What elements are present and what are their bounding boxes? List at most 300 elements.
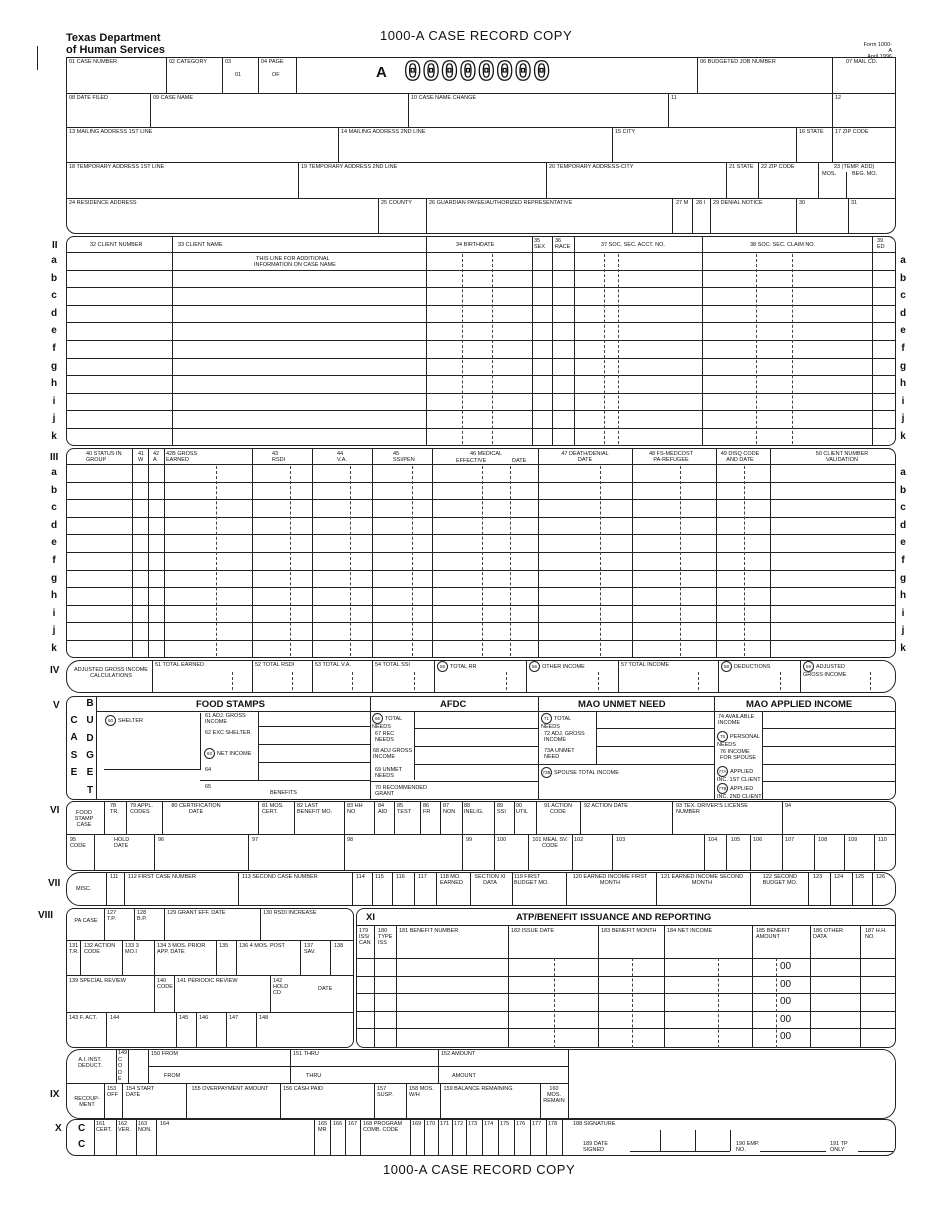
field-number-169: 169	[412, 1121, 422, 1127]
row-rule	[66, 305, 896, 306]
f121-label: 121 EARNED INCOME SECOND MONTH	[660, 874, 744, 886]
row-rule	[356, 976, 896, 977]
f183-label: 183 BENEFIT MONTH	[601, 928, 657, 934]
row-letter-left-k: k	[51, 431, 57, 442]
f102-label: 102	[574, 837, 584, 843]
f75-circle: 75	[717, 731, 728, 742]
rule	[80, 940, 81, 975]
f166-label: 166	[333, 1121, 343, 1127]
f02-label: 02 CATEGORY	[169, 59, 208, 65]
f96-label: 96	[158, 837, 165, 843]
col-rule	[470, 872, 471, 906]
col-rule	[750, 834, 751, 871]
rule	[408, 93, 409, 127]
row-letter-right-j: j	[901, 413, 905, 425]
f111-label: 111	[110, 874, 119, 880]
row-letter-left-b: b	[50, 272, 58, 284]
field-number-178: 178	[548, 1121, 558, 1127]
col-rule	[808, 872, 809, 906]
f12-label: 12	[835, 95, 842, 101]
col-dash	[744, 466, 745, 656]
row-letter-left-d: d	[50, 519, 58, 531]
f134-label: 134 3 MOS. PRIOR APP. DATE	[157, 943, 206, 955]
f110-label: 110	[878, 837, 887, 843]
col-rule	[314, 1119, 315, 1156]
field-number-173: 173	[468, 1121, 478, 1127]
col-rule	[672, 801, 673, 834]
col-rule	[330, 1119, 331, 1156]
rule	[104, 908, 105, 940]
rule	[406, 1083, 407, 1119]
f65-benefits: BENEFITS	[270, 790, 297, 796]
rule	[612, 127, 613, 162]
f103-label: 103	[616, 837, 626, 843]
rule	[762, 764, 896, 765]
col-rule	[872, 236, 873, 446]
col-rule	[536, 801, 537, 834]
f63-text: NET INCOME	[217, 750, 252, 757]
f81-label: 81 MOS. CERT.	[262, 803, 284, 815]
f187-label: 187 H.H. NO.	[865, 928, 887, 940]
f30-label: 30	[799, 200, 806, 206]
f53-label: 53 TOTAL V.A.	[315, 662, 351, 668]
row-letter-right-j: j	[901, 625, 905, 637]
field-number-177: 177	[532, 1121, 542, 1127]
col-rule	[532, 236, 533, 446]
rule	[260, 908, 261, 940]
row-letter-right-a: a	[900, 255, 906, 266]
income-block	[66, 448, 896, 658]
f181-label: 181 BENEFIT NUMBER	[399, 928, 459, 934]
row-rule	[66, 322, 896, 323]
f04-of: OF	[272, 72, 280, 78]
rule	[796, 127, 797, 162]
row-rule	[66, 375, 896, 376]
rule	[122, 1083, 123, 1119]
rule	[618, 660, 619, 693]
rule	[116, 1049, 117, 1083]
rule	[128, 1049, 129, 1083]
rule	[66, 834, 896, 835]
col-rule	[466, 1119, 467, 1156]
col-rule	[156, 1119, 157, 1156]
row-letter-right-i: i	[901, 395, 905, 407]
cents-value: 00	[780, 1013, 792, 1025]
col-dash	[482, 466, 483, 656]
rule	[164, 908, 165, 940]
col-rule	[750, 872, 751, 906]
col-rule	[312, 448, 313, 658]
row-rule	[66, 552, 896, 553]
f117-label: 117	[418, 874, 427, 880]
col-rule	[420, 801, 421, 834]
f74-label: 74 AVAILABLE INCOME	[718, 714, 755, 726]
field-number-176: 176	[516, 1121, 526, 1127]
f10-label: 10 CASE NAME CHANGE	[411, 95, 477, 101]
f95-label: 95 CODE	[70, 837, 86, 849]
f20-label: 20 TEMPORARY ADDRESS-CITY	[549, 164, 634, 170]
row-rule	[66, 428, 896, 429]
col-rule	[432, 448, 433, 658]
row-letter-right-b: b	[899, 484, 907, 496]
f189-label: 189 DATE SIGNED	[583, 1141, 608, 1153]
f145-label: 145	[179, 1015, 189, 1021]
col-rule	[462, 834, 463, 871]
row-rule	[66, 605, 896, 606]
f168-label: 168 PROGRAM COMB. CODE	[363, 1121, 403, 1133]
row-letter-right-e: e	[900, 325, 906, 337]
f18-label: 18 TEMPORARY ADDRESS 1ST LINE	[69, 164, 165, 170]
col-rule	[512, 872, 513, 906]
f93-label: 93 TEX. DRIVER'S LICENSE NUMBER	[676, 803, 748, 815]
col-rule	[810, 925, 811, 1048]
f119-label: 119 FIRST BUDGET MO.	[514, 874, 549, 886]
row-letter-right-k: k	[900, 431, 906, 442]
cents-value: 00	[780, 978, 792, 990]
f184-label: 184 NET INCOME	[667, 928, 713, 934]
field-number-172: 172	[454, 1121, 464, 1127]
rule	[762, 781, 896, 782]
row-rule	[356, 993, 896, 994]
col-rule	[612, 834, 613, 871]
f15-label: 15 CITY	[615, 129, 636, 135]
row-letter-left-b: b	[50, 484, 58, 496]
row-letter-right-h: h	[899, 378, 907, 390]
case-letter-3: E	[70, 766, 78, 778]
section-4-numeral: IV	[50, 665, 60, 676]
rule	[356, 925, 896, 926]
rule	[372, 660, 373, 693]
col-rule	[238, 872, 239, 906]
client-block	[66, 236, 896, 446]
col-rule	[498, 1119, 499, 1156]
col-rule	[172, 236, 173, 446]
f63-label	[204, 748, 254, 759]
f91-label: 91 ACTION CODE	[543, 803, 573, 815]
row-letter-left-c: c	[51, 290, 57, 302]
f141-label: 141 PERIODIC REVIEW	[177, 978, 238, 984]
f55-text: TOTAL RR	[450, 663, 477, 670]
f180-label: 180 TYPE ISS	[378, 928, 393, 946]
f56-label	[529, 661, 585, 672]
col-rule	[830, 872, 831, 906]
rule	[370, 781, 538, 782]
f106-label: 106	[753, 837, 763, 843]
rule	[104, 1083, 105, 1119]
rule	[66, 940, 354, 941]
row-letter-right-f: f	[901, 343, 905, 354]
case-number-display: 00000000	[404, 56, 552, 89]
col-dash	[776, 958, 777, 1048]
rule	[300, 940, 301, 975]
c32-label: 32 CLIENT NUMBER	[90, 242, 143, 248]
atp-title: ATP/BENEFIT ISSUANCE AND REPORTING	[516, 912, 712, 923]
col-dash	[680, 466, 681, 656]
f129-label: 129 GRANT EFF. DATE	[167, 910, 226, 916]
rule	[66, 198, 896, 199]
f188-label: 188 SIGNATURE	[573, 1121, 616, 1127]
f157-label: 157 SUSP.	[377, 1086, 393, 1098]
col-dash	[462, 254, 463, 444]
budget-letter-4: E	[86, 767, 94, 779]
section-8-numeral: VIII	[38, 910, 54, 921]
col-rule	[716, 448, 717, 658]
col-rule	[164, 448, 165, 658]
f22-label: 22 ZIP CODE	[761, 164, 795, 170]
f94-label: 94	[785, 803, 792, 809]
f127-label: 127 T.P.	[107, 910, 117, 922]
case-name-note-1: THIS LINE FOR ADDITIONAL	[256, 256, 330, 262]
rule	[96, 711, 896, 712]
col-rule	[514, 801, 515, 834]
rule	[236, 940, 237, 975]
f01-label: 01 CASE NUMBER	[69, 59, 117, 65]
col-rule	[528, 834, 529, 871]
f100-label: 100	[497, 837, 507, 843]
f135-label: 135	[219, 943, 229, 949]
f66-circle: 66	[372, 713, 383, 724]
col-rule	[782, 834, 783, 871]
f07-label: 07 MAIL CD.	[846, 59, 878, 65]
food-stamps-title: FOOD STAMPS	[196, 699, 265, 710]
f185-label: 185 BENEFIT AMOUNT	[756, 928, 790, 940]
rule	[222, 57, 223, 93]
f77b-circle: 77B	[717, 783, 728, 794]
col-dash	[600, 466, 601, 656]
rule	[200, 780, 370, 781]
f73b-circle: 73B	[541, 767, 552, 778]
rule	[150, 93, 151, 127]
rule	[226, 1012, 227, 1048]
c39-label: 39 ED	[877, 238, 885, 250]
f56-text: OTHER INCOME	[542, 663, 585, 670]
rule	[258, 762, 370, 763]
col-rule	[482, 1119, 483, 1156]
c42-label: 42 A	[153, 451, 160, 463]
f03-value: 01	[235, 72, 242, 78]
col-rule	[162, 801, 163, 834]
f26-label: 26 GUARDIAN PAYEE/AUTHORIZED REPRESENTATIVE	[429, 200, 573, 206]
case-name-note-2: INFORMATION ON CASE NAME	[254, 262, 336, 268]
col-rule	[814, 834, 815, 871]
f104-label: 104	[708, 837, 718, 843]
f113-label: 113 SECOND CASE NUMBER	[242, 874, 318, 880]
col-dash	[412, 466, 413, 656]
rule	[152, 660, 153, 693]
f152-label: 152 AMOUNT	[441, 1051, 476, 1057]
mao-unmet-title: MAO UNMET NEED	[578, 699, 666, 710]
f144-label: 144	[110, 1015, 120, 1021]
deduct-block	[66, 1049, 896, 1119]
c44-label: 44 V.A.	[337, 451, 347, 463]
f148-label: 148	[259, 1015, 269, 1021]
row-rule	[66, 622, 896, 623]
margin-mark	[37, 46, 38, 70]
budget-letter-2: D	[86, 732, 94, 744]
f89-label: 89 SSI	[497, 803, 506, 815]
col-rule	[252, 448, 253, 658]
agency-line-1: Texas Department	[66, 32, 161, 44]
f16-label: 16 STATE	[799, 129, 824, 135]
f29-label: 29 DENIAL NOTICE	[713, 200, 763, 206]
f159-label: 159 BALANCE REMAINING	[443, 1086, 513, 1092]
f191-label: 191 TP ONLY	[830, 1141, 848, 1153]
f112-label: 112 FIRST CASE NUMBER	[128, 874, 196, 880]
f59-text: ADJUSTED GROSS INCOME	[803, 663, 847, 678]
cents-value: 00	[780, 961, 792, 972]
c37-label: 37 SOC. SEC. ACCT. NO.	[601, 242, 665, 248]
f73b-text: SPOUSE TOTAL INCOME	[554, 769, 619, 776]
col-rule	[452, 1119, 453, 1156]
f71-label	[541, 713, 581, 730]
c35-label: 35 SEX	[534, 238, 546, 250]
rule	[66, 975, 354, 976]
col-rule	[344, 801, 345, 834]
rule	[695, 1130, 696, 1151]
rule	[762, 711, 763, 800]
f66-text: TOTAL NEEDS	[372, 715, 403, 730]
c46-effective: EFFECTIVE	[456, 458, 487, 464]
case-info-block	[66, 57, 896, 234]
col-rule	[124, 872, 125, 906]
row-letter-left-j: j	[52, 625, 56, 637]
col-rule	[508, 925, 509, 1048]
row-letter-left-h: h	[50, 378, 58, 390]
row-letter-left-g: g	[50, 360, 58, 372]
col-rule	[580, 801, 581, 834]
row-letter-left-a: a	[51, 255, 57, 266]
f125-label: 125	[855, 874, 865, 880]
budget-letter-5: T	[86, 784, 94, 796]
rule	[196, 1012, 197, 1048]
rule	[258, 726, 370, 727]
fs-case-label: FOOD STAMP CASE	[74, 810, 94, 828]
budget-letter-3: G	[86, 749, 94, 761]
col-rule	[704, 834, 705, 871]
rule	[330, 940, 331, 975]
section-6-numeral: VI	[50, 805, 60, 816]
row-rule	[66, 499, 896, 500]
c34-label: 34 BIRTHDATE	[456, 242, 495, 248]
f142-label: 142 HOLD CD	[273, 978, 289, 996]
f136-label: 136 4 MOS. POST	[239, 943, 285, 949]
row-letter-left-i: i	[52, 607, 56, 619]
rule	[66, 93, 896, 94]
form-date: April 1996	[867, 54, 892, 60]
row-rule	[356, 1028, 896, 1029]
col-dash	[492, 254, 493, 444]
rule	[252, 660, 253, 693]
rule	[122, 940, 123, 975]
recoup-label: RECOUP-MENT	[74, 1096, 100, 1108]
col-rule	[752, 925, 753, 1048]
col-rule	[136, 1119, 137, 1156]
case-prefix: A	[376, 64, 387, 81]
c43-label: 43 RSDI	[272, 451, 286, 463]
col-rule	[574, 236, 575, 446]
case-letter-0: C	[70, 715, 78, 726]
f147-label: 147	[229, 1015, 239, 1021]
section-10-numeral: X	[55, 1123, 62, 1134]
rule	[596, 711, 597, 765]
rule	[762, 728, 896, 729]
case-letter-1: A	[70, 732, 78, 744]
f56-circle: 56	[529, 661, 540, 672]
row-rule	[66, 393, 896, 394]
col-rule	[258, 801, 259, 834]
field-number-171: 171	[440, 1121, 450, 1127]
mao-applied-title: MAO APPLIED INCOME	[746, 699, 853, 710]
col-dash	[350, 466, 351, 656]
f158-label: 158 MOS. W/H	[409, 1086, 434, 1098]
f150-label: 150 FROM	[151, 1051, 178, 1057]
col-rule	[494, 834, 495, 871]
row-letter-right-e: e	[900, 537, 906, 549]
col-rule	[106, 872, 107, 906]
f115-label: 115	[375, 874, 384, 880]
f73b-label	[541, 767, 619, 778]
row-letter-left-c: c	[51, 502, 57, 514]
c46-label: 46 MEDICAL	[470, 451, 503, 457]
c49-label: 49 DISQ CODE AND DATE	[720, 451, 760, 463]
rule	[296, 57, 297, 93]
col-rule	[394, 801, 395, 834]
rule	[148, 1066, 568, 1067]
form-no: Form 1000-A	[863, 42, 892, 54]
col-rule	[874, 834, 875, 871]
f149-label: 149 C O D E	[118, 1050, 128, 1082]
col-rule	[132, 448, 133, 658]
col-rule	[426, 236, 427, 446]
f64-label: 64	[205, 767, 212, 773]
f105-label: 105	[731, 837, 741, 843]
f151-thru: THRU	[306, 1073, 322, 1079]
section-7-numeral: VII	[48, 878, 61, 889]
rule	[596, 728, 714, 729]
f140-label: 140 CODE	[157, 978, 173, 990]
f66-label	[372, 713, 412, 730]
field-number-170: 170	[426, 1121, 436, 1127]
col-rule	[566, 872, 567, 906]
row-letter-left-f: f	[52, 343, 56, 354]
rule	[660, 1130, 661, 1151]
section-5-numeral: V	[53, 700, 60, 711]
f108-label: 108	[818, 837, 828, 843]
row-rule	[66, 287, 896, 288]
col-rule	[598, 925, 599, 1048]
pa-case-label: PA CASE	[74, 918, 98, 924]
f142-date: DATE	[318, 986, 333, 992]
col-rule	[116, 1119, 117, 1156]
row-letter-left-d: d	[50, 307, 58, 319]
rule	[832, 93, 833, 127]
c40-label: 40 STATUS IN GROUP	[86, 451, 122, 463]
f123-label: 123	[813, 874, 823, 880]
rule	[258, 744, 370, 745]
rule	[66, 127, 896, 128]
row-letter-right-a: a	[900, 467, 906, 478]
f08-label: 08 DATE FILED	[69, 95, 109, 101]
rule	[760, 1151, 826, 1152]
rule	[256, 1012, 257, 1048]
f161-label: 161 CERT.	[96, 1121, 112, 1133]
afdc-title: AFDC	[440, 699, 467, 710]
c38-label: 38 SOC. SEC. CLAIM NO.	[750, 242, 816, 248]
row-rule	[66, 587, 896, 588]
f62-label: 62 EXC SHELTER	[205, 730, 251, 736]
f24-label: 24 RESIDENCE ADDRESS	[69, 200, 137, 206]
f85-label: 85 TEST	[397, 803, 412, 815]
